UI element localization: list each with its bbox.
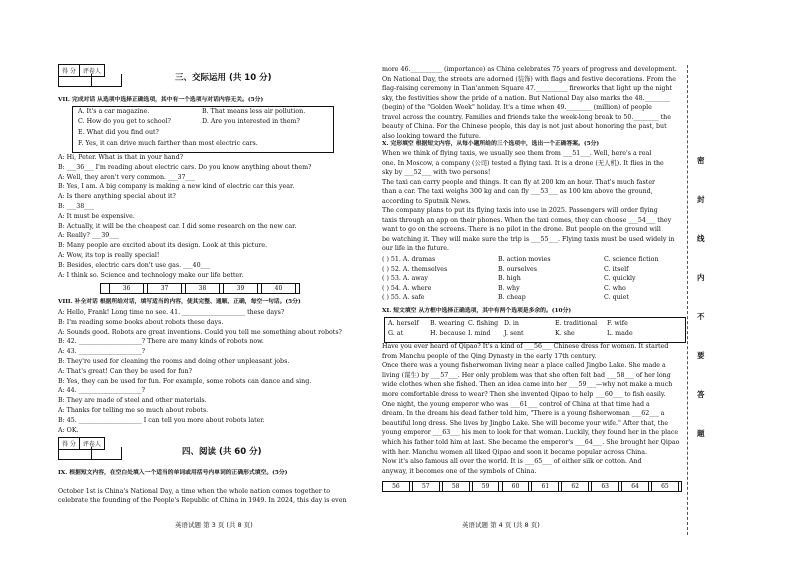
score-box-blank bbox=[58, 447, 122, 460]
text-line: Have you ever heard of Qipao? It's a kind of ___56___ Chinese dress for women. It started bbox=[382, 343, 669, 350]
q11-instruction: XI. 短文填空 从方框中选择正确选项，其中有两个选项是多余的。(10分) bbox=[382, 308, 572, 314]
answer-cell: 37 bbox=[147, 284, 181, 294]
section4-title: 四、阅读 (共 60 分) bbox=[182, 447, 262, 457]
choice-option: C. quickly bbox=[604, 275, 636, 282]
text-line: wide clothes when she fished. Then an idea came into her ___59___—why not make a much bbox=[382, 381, 673, 389]
choice-option: ( ) 55. A. safe bbox=[382, 294, 425, 301]
seal-char: 题 bbox=[697, 429, 705, 438]
text-line: young emperor ___63___ his men to look for that woman. Luckily, they found her in the place bbox=[382, 429, 679, 437]
choice-option: C. who bbox=[604, 284, 626, 292]
text-line: be watching it. They will make sure the trip is ___55___. Flying taxis must be used widely in bbox=[382, 235, 675, 243]
answer-cell: 58 bbox=[442, 482, 469, 492]
word-option: K. she bbox=[555, 330, 575, 337]
text-line: (begin) of the "Golden Week" holiday. It's a time when 49.________ (million) of people bbox=[382, 104, 652, 111]
word-option: B. wearing bbox=[430, 320, 465, 327]
q8-instruction: VIII. 补全对话 根据所给对话，填写适当的内容，使其完整、通顺、正确，每空一句话。(5分) bbox=[58, 299, 301, 305]
word-option: C. fishing bbox=[468, 320, 499, 327]
answer-cell: 39 bbox=[223, 284, 257, 294]
text-line: A: Is there anything special about it? bbox=[58, 193, 176, 201]
text-line: flag-raising ceremony in Tian'anmen Square 47.__________ fireworks that light up the night bbox=[382, 85, 673, 92]
text-line: taxis through an app on their phones. When the taxi comes, they can choose ___54___ they bbox=[382, 216, 672, 224]
text-line: A: Thanks for telling me so much about robots. bbox=[58, 407, 209, 414]
seal-char: 封 bbox=[697, 195, 705, 204]
text-line: A: Wow, its top is really special! bbox=[58, 252, 160, 259]
text-line: one. In Moscow, a company (公司) tested a flying taxi. It is a drone (无人机). It flies in the bbox=[382, 159, 664, 167]
text-line: The company plans to put its flying taxis into use in 2025. Passengers will order flying bbox=[382, 207, 658, 214]
choice-option: ( ) 52. A. themselves bbox=[382, 265, 448, 273]
choice-option: B. cheap bbox=[498, 294, 526, 301]
text-line: The taxi can carry people and things. It can fly at 200 km an hour. That's much faster bbox=[382, 178, 656, 186]
q7-instruction: VII. 完成对话 从选项中选择正确选项，其中有一个选项与对话内容无关。(5分) bbox=[58, 97, 264, 103]
text-line: B: Actually, it will be the cheapest car. I did some research on the new car. bbox=[58, 222, 297, 230]
word-option: I. mind bbox=[468, 330, 491, 337]
text-line: B: Yes, they can be used for fun. For example, some robots can dance and sing. bbox=[58, 377, 312, 385]
left-page bbox=[0, 0, 372, 562]
answer-cell: 64 bbox=[622, 482, 649, 492]
text-line: from Manchu people of the Qing Dynasty in the early 17th century. bbox=[382, 352, 597, 360]
text-line: A: It must be expensive. bbox=[58, 212, 135, 220]
answer-cell: 57 bbox=[412, 482, 439, 492]
grader-label: 评卷人 bbox=[82, 441, 101, 448]
text-line: also looking toward the future. bbox=[382, 132, 481, 140]
text-line: with her. Manchu women all liked Qipao and soon it became popular across China. bbox=[382, 448, 647, 456]
text-line: B: ___38___ bbox=[58, 203, 94, 210]
text-line: which his father told him at last. She became the emperor's ___64___. She brought her Qipao bbox=[382, 439, 680, 446]
text-line: Now it's also famous all over the world. It is ___65___ of either silk or cotton. And bbox=[382, 458, 642, 466]
answer-cell: 63 bbox=[592, 482, 619, 492]
score-box-blank bbox=[58, 74, 122, 87]
choice-option: C. itself bbox=[604, 265, 629, 273]
q9-instruction: IX. 根据短文内容，在空白处填入一个适当的单词或用括号内单词的正确形式填空。(5分) bbox=[58, 470, 288, 476]
text-line: more 46.__________ (importance) as China celebrates 75 years of progress and development. bbox=[382, 66, 677, 73]
q10-instruction: X. 完形填空 根据短文内容，从每小题所给的三个选项中，选出一个正确答案。(5分) bbox=[382, 141, 600, 147]
text-line: living (谋生) by ___57___. Her only problem was that she often felt bad ___58___ of her long bbox=[382, 371, 671, 379]
answer-cell: 65 bbox=[652, 482, 679, 492]
answer-table-2 bbox=[382, 481, 682, 492]
text-line: than a car. The taxi weighs 300 kg and can fly ___53___ as 100 km above the ground, bbox=[382, 188, 653, 195]
text-line: On National Day, the streets are adorned (装饰) with flags and festive decorations. From the bbox=[382, 75, 676, 83]
text-line: A: Hello, Frank! Long time no see. 41. ____________________ these days? bbox=[58, 309, 285, 316]
option-a: A. It's a car magazine. bbox=[78, 108, 150, 115]
text-line: A: Really? ___39___ bbox=[58, 232, 119, 240]
answer-cell: 59 bbox=[472, 482, 499, 492]
text-line: sky by ___52___ with two persons! bbox=[382, 169, 491, 176]
text-line: sky, the festivities show the pride of a nation. But National Day also marks the 48.________ bbox=[382, 94, 670, 102]
choice-option: B. high bbox=[498, 275, 521, 282]
option-d: D. Are you interested in them? bbox=[202, 118, 300, 125]
word-option: D. in bbox=[504, 320, 519, 327]
choice-option: B. action movies bbox=[498, 256, 551, 263]
text-line: B: They are made of steel and other materials. bbox=[58, 397, 207, 405]
text-line: A: Well, they aren't very common. ___37___ bbox=[58, 173, 195, 181]
text-line: When we think of flying taxis, we usually see them from ___51___. Well, here's a real bbox=[382, 150, 652, 157]
text-line: B: 45. ____________________ I can tell you more about robots later. bbox=[58, 416, 265, 424]
grader-label: 评卷人 bbox=[82, 68, 101, 75]
text-line: B: They're used for cleaning the rooms and doing other unpleasant jobs. bbox=[58, 358, 290, 365]
text-line: A: Hi, Peter. What is that in your hand? bbox=[58, 154, 184, 161]
text-line: our life in the future. bbox=[382, 245, 450, 252]
page-footer: 英语试题 第 4 页 (共 8 页) bbox=[462, 521, 540, 529]
choice-option: C. quiet bbox=[604, 294, 629, 301]
text-line: A: 43. ____________________? bbox=[58, 348, 146, 356]
text-line: more comfortable dress to wear? Then she invented Qipao to help ___60___ to fish easily. bbox=[382, 391, 666, 398]
text-line: travel across the country. Families and friends take the week-long break to 50.________ the bbox=[382, 113, 671, 121]
score-label: 得 分 bbox=[59, 65, 80, 76]
choice-option: B. ourselves bbox=[498, 265, 537, 273]
choice-option: C. science fiction bbox=[604, 256, 659, 263]
option-e: E. What did you find out? bbox=[78, 129, 159, 136]
q9-line: celebrate the founding of the People's Republic of China in 1949. In 2024, this day is even bbox=[58, 497, 347, 504]
text-line: B: Yes, I am. A big company is making a new kind of electric car this year. bbox=[58, 183, 295, 191]
word-option: G. at bbox=[388, 330, 404, 337]
word-option: H. because bbox=[430, 330, 466, 337]
answer-blank[interactable] bbox=[678, 482, 681, 492]
answer-cell: 56 bbox=[383, 482, 410, 492]
word-option: E. traditional bbox=[555, 320, 598, 327]
choice-option: ( ) 54. A. where bbox=[382, 284, 432, 292]
text-line: B: 42. ____________________? There are many kinds of robots now. bbox=[58, 338, 264, 346]
text-line: according to Sputnik News. bbox=[382, 197, 471, 205]
text-line: beautiful long dress. She lives by Jingbo Lake. She will become your wife." After that, the bbox=[382, 419, 669, 427]
text-line: B: Many people are excited about its design. Look at this picture. bbox=[58, 242, 268, 250]
choice-option: ( ) 51. A. dramas bbox=[382, 256, 436, 263]
text-line: A: That's great! Can they be used for fun? bbox=[58, 367, 193, 375]
seal-char: 线 bbox=[697, 234, 705, 243]
choice-option: B. why bbox=[498, 284, 520, 292]
answer-table-1 bbox=[100, 283, 300, 294]
q9-line: October 1st is China's National Day, a time when the whole nation comes together to bbox=[58, 488, 331, 495]
seal-char: 要 bbox=[697, 351, 705, 360]
text-line: Once there was a young fisherwoman living near a place called Jingbo Lake. She made a bbox=[382, 362, 666, 370]
text-line: A: 44. ____________________? bbox=[58, 387, 146, 395]
page-footer: 英语试题 第 3 页 (共 8 页) bbox=[175, 521, 253, 529]
answer-cell: 38 bbox=[185, 284, 219, 294]
choice-option: ( ) 53. A. away bbox=[382, 275, 428, 282]
score-label: 得 分 bbox=[59, 438, 80, 449]
text-line: A: OK. bbox=[58, 426, 79, 434]
option-b: B. That means less air pollution. bbox=[202, 108, 306, 115]
text-line: want to go on the screens. There is no pilot in the drone. But people on the ground will bbox=[382, 226, 661, 233]
text-line: B: ___36___ I'm reading about electric cars. Do you know anything about them? bbox=[58, 163, 312, 171]
seal-char: 内 bbox=[697, 273, 705, 282]
option-f: F. Yes, it can drive much farther than most electric cars. bbox=[78, 140, 258, 147]
answer-cell: 61 bbox=[532, 482, 559, 492]
answer-cell: 36 bbox=[110, 284, 144, 294]
answer-cell: 40 bbox=[261, 284, 295, 294]
word-option: L. made bbox=[607, 330, 633, 337]
text-line: B: I'm reading some books about robots these days. bbox=[58, 318, 224, 326]
word-option: J. sent bbox=[504, 330, 524, 337]
seal-char: 答 bbox=[697, 390, 705, 399]
text-line: B: Besides, electric cars don't use gas. ___40___ bbox=[58, 261, 211, 269]
seal-char: 密 bbox=[697, 156, 705, 165]
seal-char: 不 bbox=[697, 312, 705, 321]
word-option: F. wife bbox=[607, 320, 628, 327]
answer-cell: 60 bbox=[502, 482, 529, 492]
word-option: A. herself bbox=[388, 320, 419, 327]
seal-line bbox=[687, 65, 688, 535]
section3-title: 三、交际运用 (共 10 分) bbox=[175, 73, 272, 83]
answer-cell: 62 bbox=[562, 482, 589, 492]
option-c: C. How do you get to school? bbox=[78, 118, 171, 125]
text-line: One night, the young emperor who was ___61___ control of China at that time had a bbox=[382, 400, 650, 408]
text-line: dream. In the dream his dead father told him, "There is a young fisherwoman ___62___ a bbox=[382, 410, 665, 418]
text-line: anyway, it becomes one of the symbols of China. bbox=[382, 467, 537, 475]
text-line: A: Sounds good. Robots are great inventions. Could you tell me something about robots? bbox=[58, 328, 342, 336]
text-line: A: I think so. Science and technology make our life better. bbox=[58, 271, 244, 279]
text-line: beauty of China. For the Chinese people, this day is not just about honoring the past, but bbox=[382, 123, 667, 130]
right-page bbox=[372, 0, 794, 562]
